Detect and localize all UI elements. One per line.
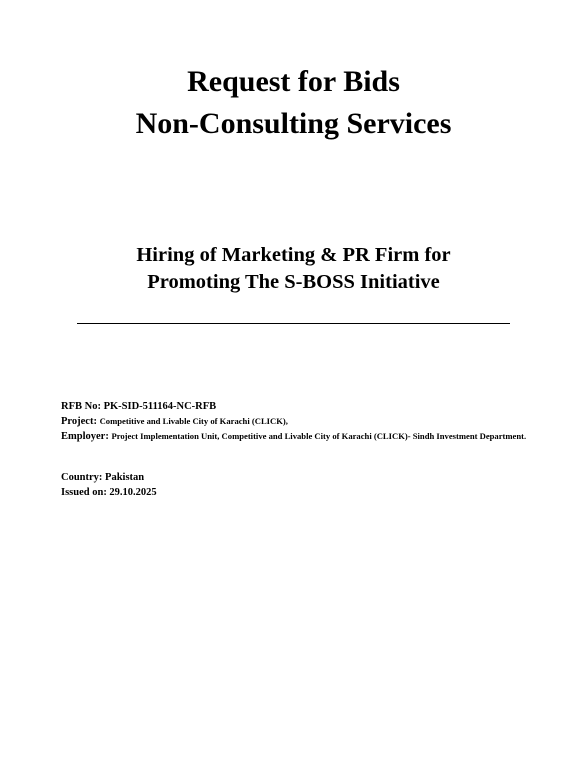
project-value: Competitive and Livable City of Karachi (CLICK), xyxy=(99,416,288,426)
issued-date: Issued on: 29.10.2025 xyxy=(61,487,157,498)
project-label: Project: xyxy=(61,416,97,427)
project-line xyxy=(61,415,531,428)
rfb-number: RFB No: PK-SID-511164-NC-RFB xyxy=(61,401,217,412)
employer-line xyxy=(61,430,531,443)
document-title-line-1: Request for Bids xyxy=(187,65,400,98)
country-line: Country: Pakistan xyxy=(61,472,145,483)
document-title-line-2: Non-Consulting Services xyxy=(135,107,452,140)
employer-label: Employer: xyxy=(61,431,109,442)
document-subtitle-line-1: Hiring of Marketing & PR Firm for xyxy=(136,244,451,266)
document-subtitle-line-2: Promoting The S-BOSS Initiative xyxy=(147,271,440,293)
horizontal-divider xyxy=(77,323,510,324)
employer-value: Project Implementation Unit, Competitive and Livable City of Karachi (CLICK)- Sindh Investment Department. xyxy=(111,431,527,441)
